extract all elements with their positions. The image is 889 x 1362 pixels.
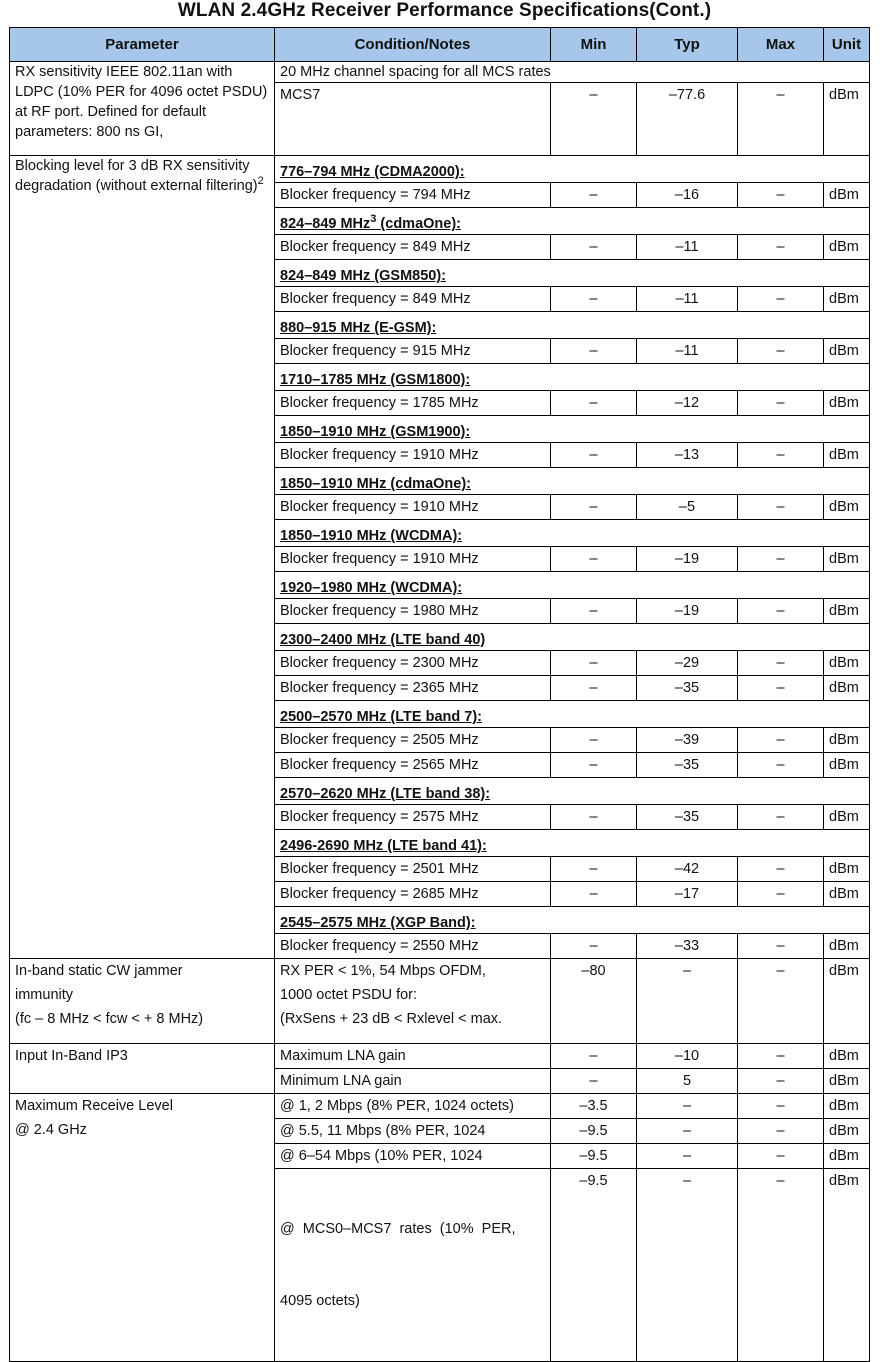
condition-cell: @ 1, 2 Mbps (8% PER, 1024 octets) [275,1094,551,1119]
col-header-condition: Condition/Notes [275,28,551,62]
unit-cell: dBm [824,882,870,907]
max-cell: – [738,676,824,701]
max-cell: – [738,1069,824,1094]
min-cell: – [551,934,637,959]
param-line: (fc – 8 MHz < fcw < + 8 MHz) [15,1011,204,1027]
band-label: 1850–1910 MHz (GSM1900): [280,424,471,440]
blocker-band-heading [275,520,870,547]
param-ip3: Input In-Band IP3 [10,1044,275,1094]
condition-cell: Blocker frequency = 2565 MHz [275,753,551,778]
typ-cell: –13 [637,443,738,468]
param-max-receive [10,1094,275,1362]
unit-cell: dBm [824,1044,870,1069]
band-label: 2500–2570 MHz (LTE band 7): [280,709,482,725]
band-label: 2496-2690 MHz (LTE band 41): [280,838,487,854]
condition-cell: Blocker frequency = 849 MHz [275,235,551,260]
condition-cell: Blocker frequency = 1910 MHz [275,547,551,572]
min-cell: – [551,882,637,907]
condition-line: (RxSens + 23 dB < Rxlevel < max. [280,1011,503,1027]
typ-cell: –42 [637,857,738,882]
max-cell: – [738,287,824,312]
param-line: immunity [15,987,74,1003]
min-cell: –80 [551,959,637,1044]
typ-cell: –19 [637,599,738,624]
blocker-band-heading [275,364,870,391]
min-cell: – [551,805,637,830]
typ-cell: – [637,1169,738,1362]
blocker-band-heading [275,907,870,934]
table-title: WLAN 2.4GHz Receiver Performance Specifications(Cont.) [177,0,712,21]
blocker-band-heading [275,312,870,339]
col-header-min: Min [551,28,637,62]
unit-cell: dBm [824,959,870,1044]
col-header-typ: Typ [637,28,738,62]
unit-cell: dBm [824,934,870,959]
typ-cell: –35 [637,676,738,701]
spec-table [9,27,870,1362]
max-cell: – [738,495,824,520]
unit-cell: dBm [824,339,870,364]
condition-cell: Blocker frequency = 1910 MHz [275,495,551,520]
condition-cell: Blocker frequency = 2300 MHz [275,651,551,676]
typ-cell: –19 [637,547,738,572]
typ-cell: –39 [637,728,738,753]
min-cell: –9.5 [551,1169,637,1362]
typ-cell: –5 [637,495,738,520]
max-cell: – [738,1119,824,1144]
condition-cell [275,1169,551,1362]
typ-cell: –16 [637,183,738,208]
unit-cell: dBm [824,857,870,882]
condition-cell: @ 5.5, 11 Mbps (8% PER, 1024 [275,1119,551,1144]
min-cell: –3.5 [551,1094,637,1119]
max-cell: – [738,1169,824,1362]
header-row [10,28,870,62]
max-cell: – [738,728,824,753]
blocker-band-heading [275,572,870,599]
unit-cell: dBm [824,83,870,156]
table-row [10,959,870,1044]
typ-cell: – [637,1119,738,1144]
condition-cell: Blocker frequency = 794 MHz [275,183,551,208]
unit-cell: dBm [824,235,870,260]
typ-cell: 5 [637,1069,738,1094]
min-cell: –9.5 [551,1119,637,1144]
min-cell: – [551,495,637,520]
col-header-max: Max [738,28,824,62]
band-label: 1710–1785 MHz (GSM1800): [280,372,471,388]
unit-cell: dBm [824,547,870,572]
max-cell: – [738,1144,824,1169]
typ-cell: – [637,959,738,1044]
footnote-ref: 3 [370,213,377,226]
unit-cell: dBm [824,805,870,830]
typ-cell: –10 [637,1044,738,1069]
param-blocking [10,156,275,959]
unit-cell: dBm [824,391,870,416]
param-text: Blocking level for 3 dB RX sensitivity degradation (without external filtering) [15,158,258,194]
max-cell: – [738,235,824,260]
min-cell: – [551,753,637,778]
band-label: 1850–1910 MHz (WCDMA): [280,528,463,544]
table-row [10,1094,870,1119]
blocker-band-heading [275,624,870,651]
max-cell: – [738,934,824,959]
param-line: @ 2.4 GHz [15,1122,87,1138]
condition-cell: Blocker frequency = 1785 MHz [275,391,551,416]
min-cell: – [551,1069,637,1094]
max-cell: – [738,805,824,830]
condition-line: 4095 octets) [280,1293,360,1309]
unit-cell: dBm [824,1119,870,1144]
col-header-parameter: Parameter [10,28,275,62]
condition-cell: MCS7 [275,83,551,156]
band-label: 880–915 MHz (E-GSM): [280,320,437,336]
condition-cell: Blocker frequency = 915 MHz [275,339,551,364]
table-row [10,62,870,83]
typ-cell: –11 [637,339,738,364]
min-cell: – [551,676,637,701]
typ-cell: –11 [637,287,738,312]
typ-cell: –29 [637,651,738,676]
condition-line: 1000 octet PSDU for: [280,987,418,1003]
band-label: 776–794 MHz (CDMA2000): [280,164,465,180]
condition-cell: Blocker frequency = 2505 MHz [275,728,551,753]
unit-cell: dBm [824,1069,870,1094]
condition-cell: Blocker frequency = 849 MHz [275,287,551,312]
unit-cell: dBm [824,1144,870,1169]
condition-line: @ MCS0–MCS7 rates (10% PER, [280,1221,516,1237]
min-cell: – [551,651,637,676]
param-rx-sensitivity: RX sensitivity IEEE 802.11an with LDPC (10% PER for 4096 octet PSDU) at RF port. Defined for default parameters: 800 ns GI, [10,62,275,156]
min-cell: – [551,547,637,572]
typ-cell: – [637,1094,738,1119]
typ-cell: –77.6 [637,83,738,156]
unit-cell: dBm [824,1094,870,1119]
max-cell: – [738,83,824,156]
condition-cell: Blocker frequency = 2550 MHz [275,934,551,959]
min-cell: – [551,339,637,364]
min-cell: – [551,391,637,416]
condition-cell: Blocker frequency = 2501 MHz [275,857,551,882]
unit-cell: dBm [824,599,870,624]
blocker-band-heading [275,416,870,443]
max-cell: – [738,339,824,364]
max-cell: – [738,1044,824,1069]
blocker-band-heading [275,701,870,728]
max-cell: – [738,443,824,468]
min-cell: – [551,1044,637,1069]
typ-cell: –35 [637,805,738,830]
condition-cell: @ 6–54 Mbps (10% PER, 1024 [275,1144,551,1169]
max-cell: – [738,651,824,676]
condition-cell [275,959,551,1044]
blocker-band-heading [275,260,870,287]
max-cell: – [738,882,824,907]
unit-cell: dBm [824,753,870,778]
band-label: 1920–1980 MHz (WCDMA): [280,580,463,596]
min-cell: – [551,443,637,468]
min-cell: – [551,599,637,624]
unit-cell: dBm [824,728,870,753]
band-label: 2300–2400 MHz (LTE band 40) [280,632,486,648]
band-label: 1850–1910 MHz (cdmaOne): [280,476,471,492]
typ-cell: –12 [637,391,738,416]
max-cell: – [738,753,824,778]
min-cell: – [551,183,637,208]
param-line: Maximum Receive Level [15,1098,173,1114]
condition-cell: Blocker frequency = 1980 MHz [275,599,551,624]
unit-cell: dBm [824,651,870,676]
condition-cell: Minimum LNA gain [275,1069,551,1094]
unit-cell: dBm [824,676,870,701]
band-label: 824–849 MHz (GSM850): [280,268,447,284]
unit-cell: dBm [824,287,870,312]
condition-note: 20 MHz channel spacing for all MCS rates [275,62,870,83]
col-header-unit: Unit [824,28,870,62]
footnote-ref: 2 [257,175,264,188]
max-cell: – [738,391,824,416]
min-cell: – [551,287,637,312]
blocker-band-heading [275,208,870,235]
unit-cell: dBm [824,495,870,520]
min-cell: – [551,83,637,156]
condition-cell: Blocker frequency = 2365 MHz [275,676,551,701]
unit-cell: dBm [824,183,870,208]
typ-cell: –11 [637,235,738,260]
min-cell: –9.5 [551,1144,637,1169]
typ-cell: – [637,1144,738,1169]
table-row [10,1044,870,1069]
max-cell: – [738,599,824,624]
param-jammer [10,959,275,1044]
condition-cell: Maximum LNA gain [275,1044,551,1069]
band-label: 2570–2620 MHz (LTE band 38): [280,786,491,802]
max-cell: – [738,183,824,208]
blocker-band-heading [275,778,870,805]
typ-cell: –17 [637,882,738,907]
max-cell: – [738,1094,824,1119]
condition-cell: Blocker frequency = 2685 MHz [275,882,551,907]
param-line: In-band static CW jammer [15,963,183,979]
condition-cell: Blocker frequency = 1910 MHz [275,443,551,468]
min-cell: – [551,728,637,753]
typ-cell: –35 [637,753,738,778]
min-cell: – [551,857,637,882]
max-cell: – [738,547,824,572]
blocker-band-row [10,156,870,183]
condition-cell: Blocker frequency = 2575 MHz [275,805,551,830]
band-label: 824–849 MHz [280,216,371,232]
band-label-tail: (cdmaOne): [376,216,461,232]
blocker-band-heading [275,156,870,183]
band-label: 2545–2575 MHz (XGP Band): [280,915,476,931]
blocker-band-heading [275,468,870,495]
min-cell: – [551,235,637,260]
max-cell: – [738,959,824,1044]
blocker-band-heading [275,830,870,857]
condition-line: RX PER < 1%, 54 Mbps OFDM, [280,963,486,979]
unit-cell: dBm [824,443,870,468]
typ-cell: –33 [637,934,738,959]
unit-cell: dBm [824,1169,870,1362]
max-cell: – [738,857,824,882]
